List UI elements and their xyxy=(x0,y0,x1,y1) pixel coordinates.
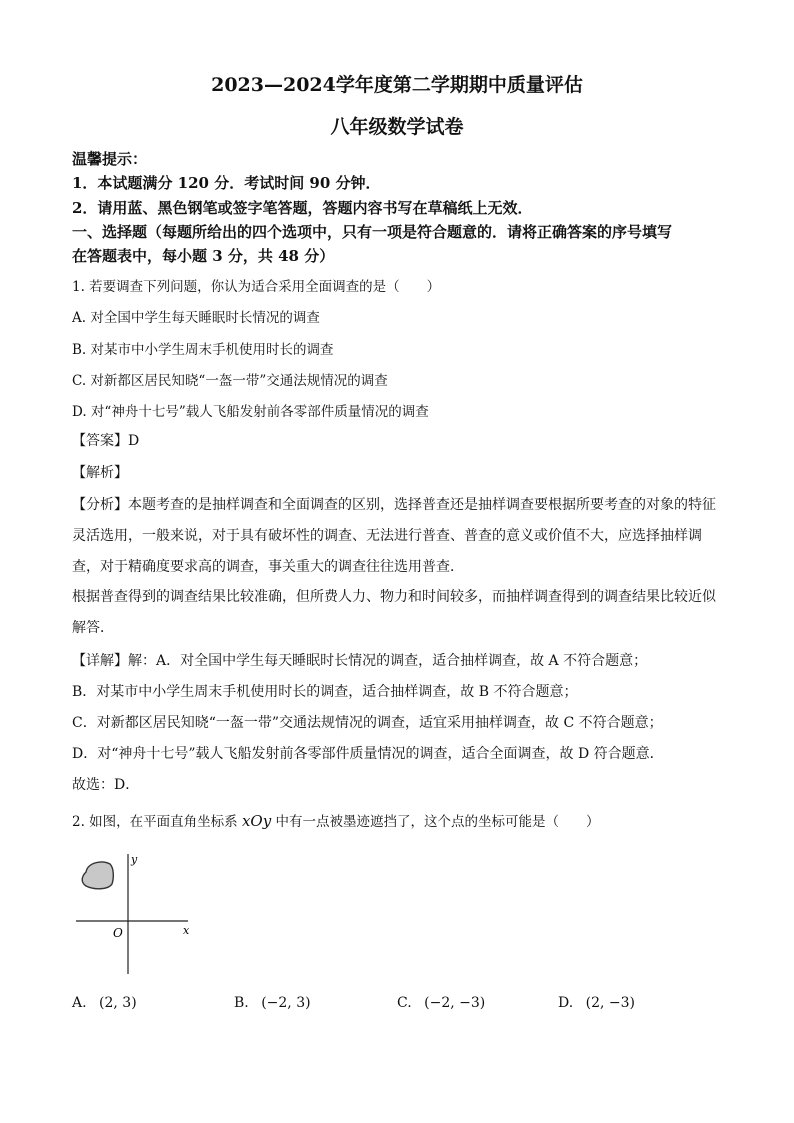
section-heading-line-2: 在答题表中，每小题 3 分，共 48 分） xyxy=(72,247,335,265)
q1-fenxi-line-3: 查，对于精确度要求高的调查，事关重大的调查往往选用普查． xyxy=(72,559,464,575)
q2-option-a-label: A. xyxy=(72,995,87,1011)
q2-stem-after: 中有一点被墨迹遮挡了，这个点的坐标可能是（ ） xyxy=(271,814,600,830)
q2-option-d-value: (2, −3) xyxy=(585,995,636,1011)
q2-option-a xyxy=(72,995,137,1011)
coordinate-figure xyxy=(72,850,202,980)
q2-option-a-value: (2, 3) xyxy=(99,995,137,1011)
q1-fenxi-line-5: 解答． xyxy=(72,620,114,636)
q1-detail-line-1: 【详解】解：A．对全国中学生每天睡眠时长情况的调查，适合抽样调查，故 A 不符合题意； xyxy=(72,653,648,669)
q1-answer: 【答案】D xyxy=(72,433,140,449)
q2-option-b-label: B. xyxy=(234,995,249,1011)
q1-option-b: B. 对某市中小学生周末手机使用时长的调查 xyxy=(72,342,334,358)
q2-stem-math: xOy xyxy=(241,812,272,830)
q2-option-c xyxy=(397,995,485,1011)
x-axis-label: x xyxy=(183,924,190,937)
notice-heading: 温馨提示： xyxy=(72,150,148,168)
q1-stem: 1. 若要调查下列问题，你认为适合采用全面调查的是（ ） xyxy=(72,279,441,295)
q1-detail-line-3: C．对新都区居民知晓“一盔一带”交通法规情况的调查，适宜采用抽样调查，故 C 不符合题意； xyxy=(72,715,663,731)
origin-label: O xyxy=(113,926,123,940)
q1-choose: 故选：D． xyxy=(72,777,140,793)
ink-blot-shape xyxy=(82,862,113,889)
q2-option-d xyxy=(558,995,635,1011)
q2-option-d-label: D. xyxy=(558,995,574,1011)
q1-detail-line-4: D．对“神舟十七号”载人飞船发射前各零部件质量情况的调查，适合全面调查，故 D 符合题意． xyxy=(72,746,664,762)
q1-detail-line-2: B．对某市中小学生周末手机使用时长的调查，适合抽样调查，故 B 不符合题意； xyxy=(72,684,578,700)
q1-option-a: A. 对全国中学生每天睡眠时长情况的调查 xyxy=(72,310,320,326)
page-subtitle: 八年级数学试卷 xyxy=(330,116,464,138)
notice-item-1: 1．本试题满分 120 分．考试时间 90 分钟． xyxy=(72,174,381,192)
q2-stem xyxy=(72,810,600,830)
q2-option-b xyxy=(234,995,311,1011)
q1-fenxi-line-2: 灵活选用，一般来说，对于具有破坏性的调查、无法进行普查、普查的意义或价值不大，应选择抽样调 xyxy=(72,528,702,544)
q1-analysis-label: 【解析】 xyxy=(72,465,128,481)
page-title: 2023—2024学年度第二学期期中质量评估 xyxy=(211,74,583,96)
section-heading-line-1: 一、选择题（每题所给出的四个选项中，只有一项是符合题意的．请将正确答案的序号填写 xyxy=(72,223,673,241)
q2-stem-before: 2. 如图，在平面直角坐标系 xyxy=(72,814,242,830)
q2-option-c-value: (−2, −3) xyxy=(424,995,486,1011)
q1-option-d: D. 对“神舟十七号”载人飞船发射前各零部件质量情况的调查 xyxy=(72,404,429,420)
q2-option-b-value: (−2, 3) xyxy=(261,995,311,1011)
q1-option-c: C. 对新都区居民知晓“一盔一带”交通法规情况的调查 xyxy=(72,373,388,389)
q1-fenxi-line-4: 根据普查得到的调查结果比较准确，但所费人力、物力和时间较多，而抽样调查得到的调查结果比较近似 xyxy=(72,589,716,605)
q2-option-c-label: C. xyxy=(397,995,412,1011)
notice-item-2: 2．请用蓝、黑色钢笔或签字笔答题，答题内容书写在草稿纸上无效． xyxy=(72,199,533,217)
y-axis-label: y xyxy=(131,853,138,866)
q1-fenxi-line-1: 【分析】本题考查的是抽样调查和全面调查的区别，选择普查还是抽样调查要根据所要考查的对象的特征 xyxy=(72,497,716,513)
